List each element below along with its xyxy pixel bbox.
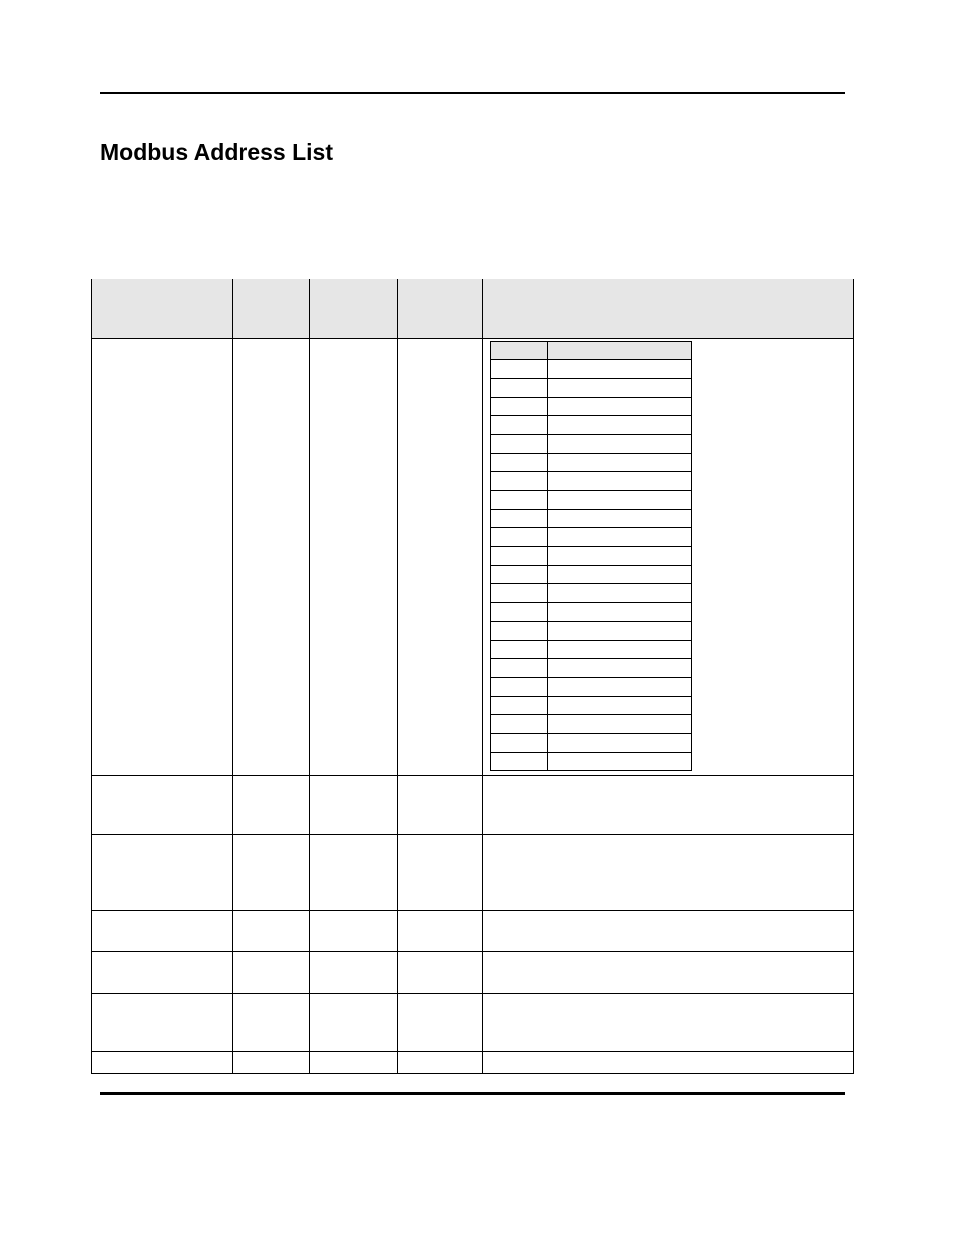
table-cell [233, 338, 310, 775]
bit-table-cell [491, 416, 548, 435]
bit-table-cell [491, 434, 548, 453]
bit-table-cell [491, 677, 548, 696]
table-cell [483, 834, 854, 910]
table-row [92, 834, 854, 910]
table-row [92, 338, 854, 775]
bit-table-cell [491, 733, 548, 752]
table-cell [233, 834, 310, 910]
table-cell [92, 910, 233, 951]
table-cell [398, 910, 483, 951]
bit-header-cell [491, 341, 548, 360]
bit-table-cell [491, 584, 548, 603]
bit-table-cell [548, 397, 692, 416]
table-cell [233, 910, 310, 951]
bit-table-cell [491, 360, 548, 379]
bit-table-row [491, 677, 692, 696]
bit-table-cell [548, 360, 692, 379]
bit-table-cell [548, 584, 692, 603]
bit-table-cell [548, 677, 692, 696]
table-cell [310, 834, 398, 910]
bit-table-cell [548, 621, 692, 640]
bit-table-row [491, 733, 692, 752]
table-cell [310, 1051, 398, 1073]
bit-table-row [491, 453, 692, 472]
bit-table-cell [491, 547, 548, 566]
bit-table-row [491, 565, 692, 584]
bit-table-row [491, 528, 692, 547]
bit-table-cell [548, 752, 692, 771]
bit-table-cell [548, 733, 692, 752]
bit-table-cell [548, 491, 692, 510]
table-cell [92, 993, 233, 1051]
bit-table-cell [491, 397, 548, 416]
table-cell [310, 775, 398, 834]
bit-table-cell [548, 659, 692, 678]
bit-table-cell [548, 547, 692, 566]
bit-header-cell [548, 341, 692, 360]
modbus-address-table [91, 279, 854, 1074]
table-cell [233, 993, 310, 1051]
bit-table-cell [491, 696, 548, 715]
bit-table-row [491, 397, 692, 416]
bit-table-cell [548, 453, 692, 472]
bit-table-cell [491, 453, 548, 472]
column-header [398, 279, 483, 338]
table-row [92, 1051, 854, 1073]
bit-table-row [491, 621, 692, 640]
table-row [92, 951, 854, 993]
bit-table-cell [548, 640, 692, 659]
bit-table-row [491, 752, 692, 771]
bit-table-cell [548, 715, 692, 734]
table-cell [398, 1051, 483, 1073]
bit-table-cell [491, 715, 548, 734]
table-cell [92, 951, 233, 993]
bit-table-cell [491, 378, 548, 397]
bit-table-row [491, 696, 692, 715]
column-header [233, 279, 310, 338]
table-cell [92, 338, 233, 775]
bit-table-cell [548, 378, 692, 397]
bit-table-cell [491, 491, 548, 510]
table-cell [92, 1051, 233, 1073]
table-row [92, 775, 854, 834]
table-cell [310, 951, 398, 993]
column-header [92, 279, 233, 338]
bit-table-row [491, 547, 692, 566]
table-cell [92, 775, 233, 834]
bit-table-row [491, 416, 692, 435]
footer-rule [100, 1092, 845, 1095]
header-rule [100, 92, 845, 94]
bit-table-row [491, 509, 692, 528]
table-cell [398, 951, 483, 993]
bit-table-cell [548, 509, 692, 528]
page-title: Modbus Address List [100, 139, 333, 165]
bit-table-row [491, 491, 692, 510]
bit-table-cell [491, 565, 548, 584]
table-cell-bit-list [483, 338, 854, 775]
bit-table-row [491, 640, 692, 659]
table-header-row [92, 279, 854, 338]
table-cell [483, 775, 854, 834]
bit-table-row [491, 360, 692, 379]
bit-table-cell [548, 565, 692, 584]
column-header [483, 279, 854, 338]
bit-table-cell [491, 621, 548, 640]
bit-definition-table [490, 341, 692, 772]
table-cell [398, 775, 483, 834]
bit-table-cell [491, 528, 548, 547]
table-cell [483, 951, 854, 993]
table-cell [398, 993, 483, 1051]
table-cell [483, 993, 854, 1051]
bit-table-row [491, 434, 692, 453]
bit-table-cell [491, 640, 548, 659]
bit-table-header [491, 341, 692, 360]
bit-table-cell [548, 434, 692, 453]
table-cell [310, 338, 398, 775]
bit-table-row [491, 603, 692, 622]
bit-table-cell [491, 509, 548, 528]
bit-table-cell [548, 472, 692, 491]
column-header [310, 279, 398, 338]
table-cell [483, 1051, 854, 1073]
bit-table-row [491, 472, 692, 491]
bit-table-cell [491, 603, 548, 622]
bit-table-row [491, 378, 692, 397]
bit-table-cell [548, 696, 692, 715]
table-cell [233, 775, 310, 834]
bit-table-row [491, 659, 692, 678]
table-cell [233, 1051, 310, 1073]
table-cell [310, 993, 398, 1051]
bit-table-cell [548, 528, 692, 547]
bit-table-cell [491, 752, 548, 771]
table-cell [92, 834, 233, 910]
bit-table-cell [548, 603, 692, 622]
bit-table-cell [491, 472, 548, 491]
bit-table-row [491, 715, 692, 734]
bit-table-cell [491, 659, 548, 678]
table-row [92, 993, 854, 1051]
table-cell [233, 951, 310, 993]
table-cell [310, 910, 398, 951]
table-cell [398, 834, 483, 910]
bit-table-row [491, 584, 692, 603]
table-cell [398, 338, 483, 775]
bit-table-cell [548, 416, 692, 435]
table-row [92, 910, 854, 951]
table-cell [483, 910, 854, 951]
